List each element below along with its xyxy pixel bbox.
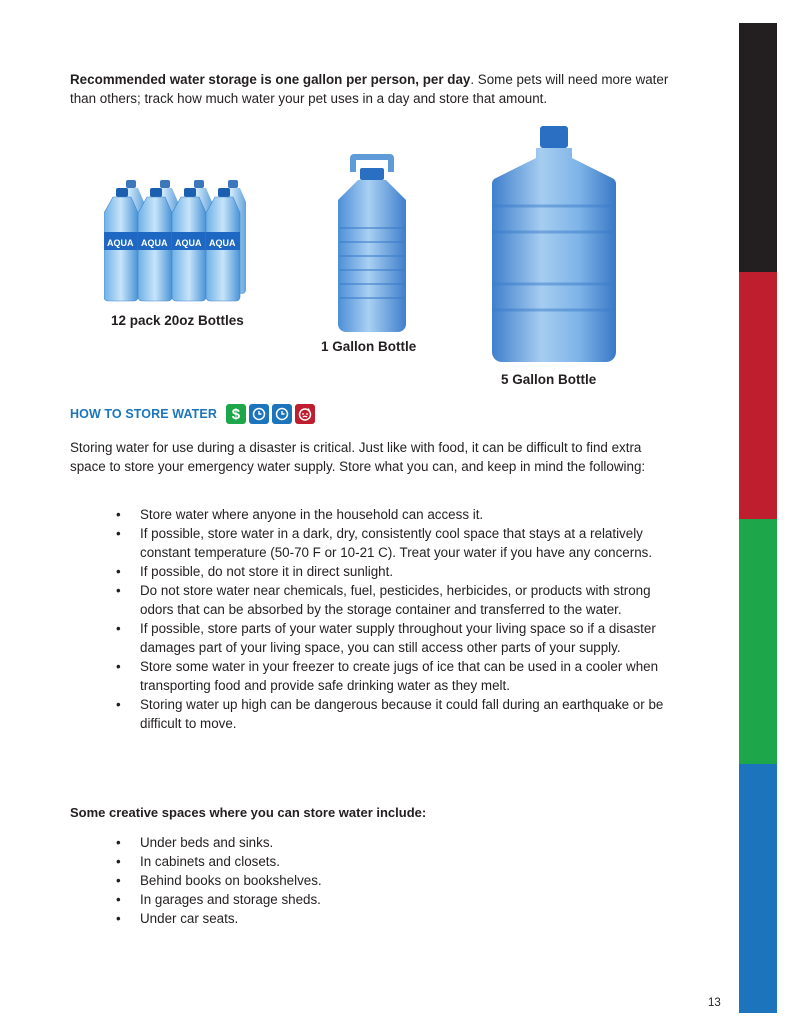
list-item: • Storing water up high can be dangerous because it could fall during an earthquake or be difficult to move.	[116, 695, 676, 733]
five-gallon-bottle-caption: 5 Gallon Bottle	[501, 372, 597, 387]
page-number: 13	[708, 997, 721, 1009]
brand-label: AQUA	[107, 238, 134, 248]
sidebar-stripe-blue	[739, 764, 777, 1013]
bottle-pack-image	[104, 178, 262, 302]
list-item: • Do not store water near chemicals, fuel, pesticides, herbicides, or products with strong odors that can be absorbed by the storage container and transferred to the water.	[116, 581, 676, 619]
section-title: HOW TO STORE WATER	[70, 407, 217, 421]
gallon-bottle-image	[330, 152, 414, 334]
list-item: • If possible, store parts of your water supply throughout your living space so if a disaster damages part of your living space, you can still access other parts of your supply.	[116, 619, 676, 657]
list-item: • Store some water in your freezer to create jugs of ice that can be used in a cooler when transporting food and provide safe drinking water as they melt.	[116, 657, 676, 695]
list-item: • Behind books on bookshelves.	[116, 871, 616, 890]
sidebar-stripe-red	[739, 272, 777, 519]
gallon-bottle-caption: 1 Gallon Bottle	[321, 339, 417, 354]
intro-bold: Recommended water storage is one gallon per person, per day	[70, 72, 471, 87]
intro-rest: . Some pets will need more water than others; track how much water your pet uses in a day and store that amount.	[70, 72, 669, 106]
creative-spaces-list	[116, 833, 616, 928]
intro-paragraph	[70, 70, 670, 108]
list-item: • If possible, store water in a dark, dry, consistently cool space that stays at a relatively constant temperature (50-70 F or 10-21 C). Treat your water if you have any concerns.	[116, 524, 676, 562]
clock-icon	[272, 404, 292, 424]
brand-label: AQUA	[175, 238, 202, 248]
list-item: • If possible, do not store it in direct sunlight.	[116, 562, 676, 581]
bottle-pack-caption: 12 pack 20oz Bottles	[111, 313, 244, 328]
five-gallon-bottle-image	[488, 124, 620, 364]
list-item: • In garages and storage sheds.	[116, 890, 616, 909]
list-item: • Under beds and sinks.	[116, 833, 616, 852]
clock-icon	[249, 404, 269, 424]
brand-label: AQUA	[209, 238, 236, 248]
effort-icon	[295, 404, 315, 424]
list-item: • Under car seats.	[116, 909, 616, 928]
section-intro: Storing water for use during a disaster is critical. Just like with food, it can be difficult to find extra space to store your emergency water supply. Store what you can, and keep in mind the following:	[70, 440, 646, 474]
storage-tips-list	[116, 505, 676, 733]
sidebar-stripe-green	[739, 519, 777, 764]
list-item: • Store water where anyone in the household can access it.	[116, 505, 676, 524]
sidebar-stripe-black	[739, 23, 777, 272]
list-item: • In cabinets and closets.	[116, 852, 616, 871]
dollar-icon: $	[226, 404, 246, 424]
brand-label: AQUA	[141, 238, 168, 248]
creative-spaces-heading: Some creative spaces where you can store water include:	[70, 805, 427, 820]
section-heading	[70, 404, 315, 424]
